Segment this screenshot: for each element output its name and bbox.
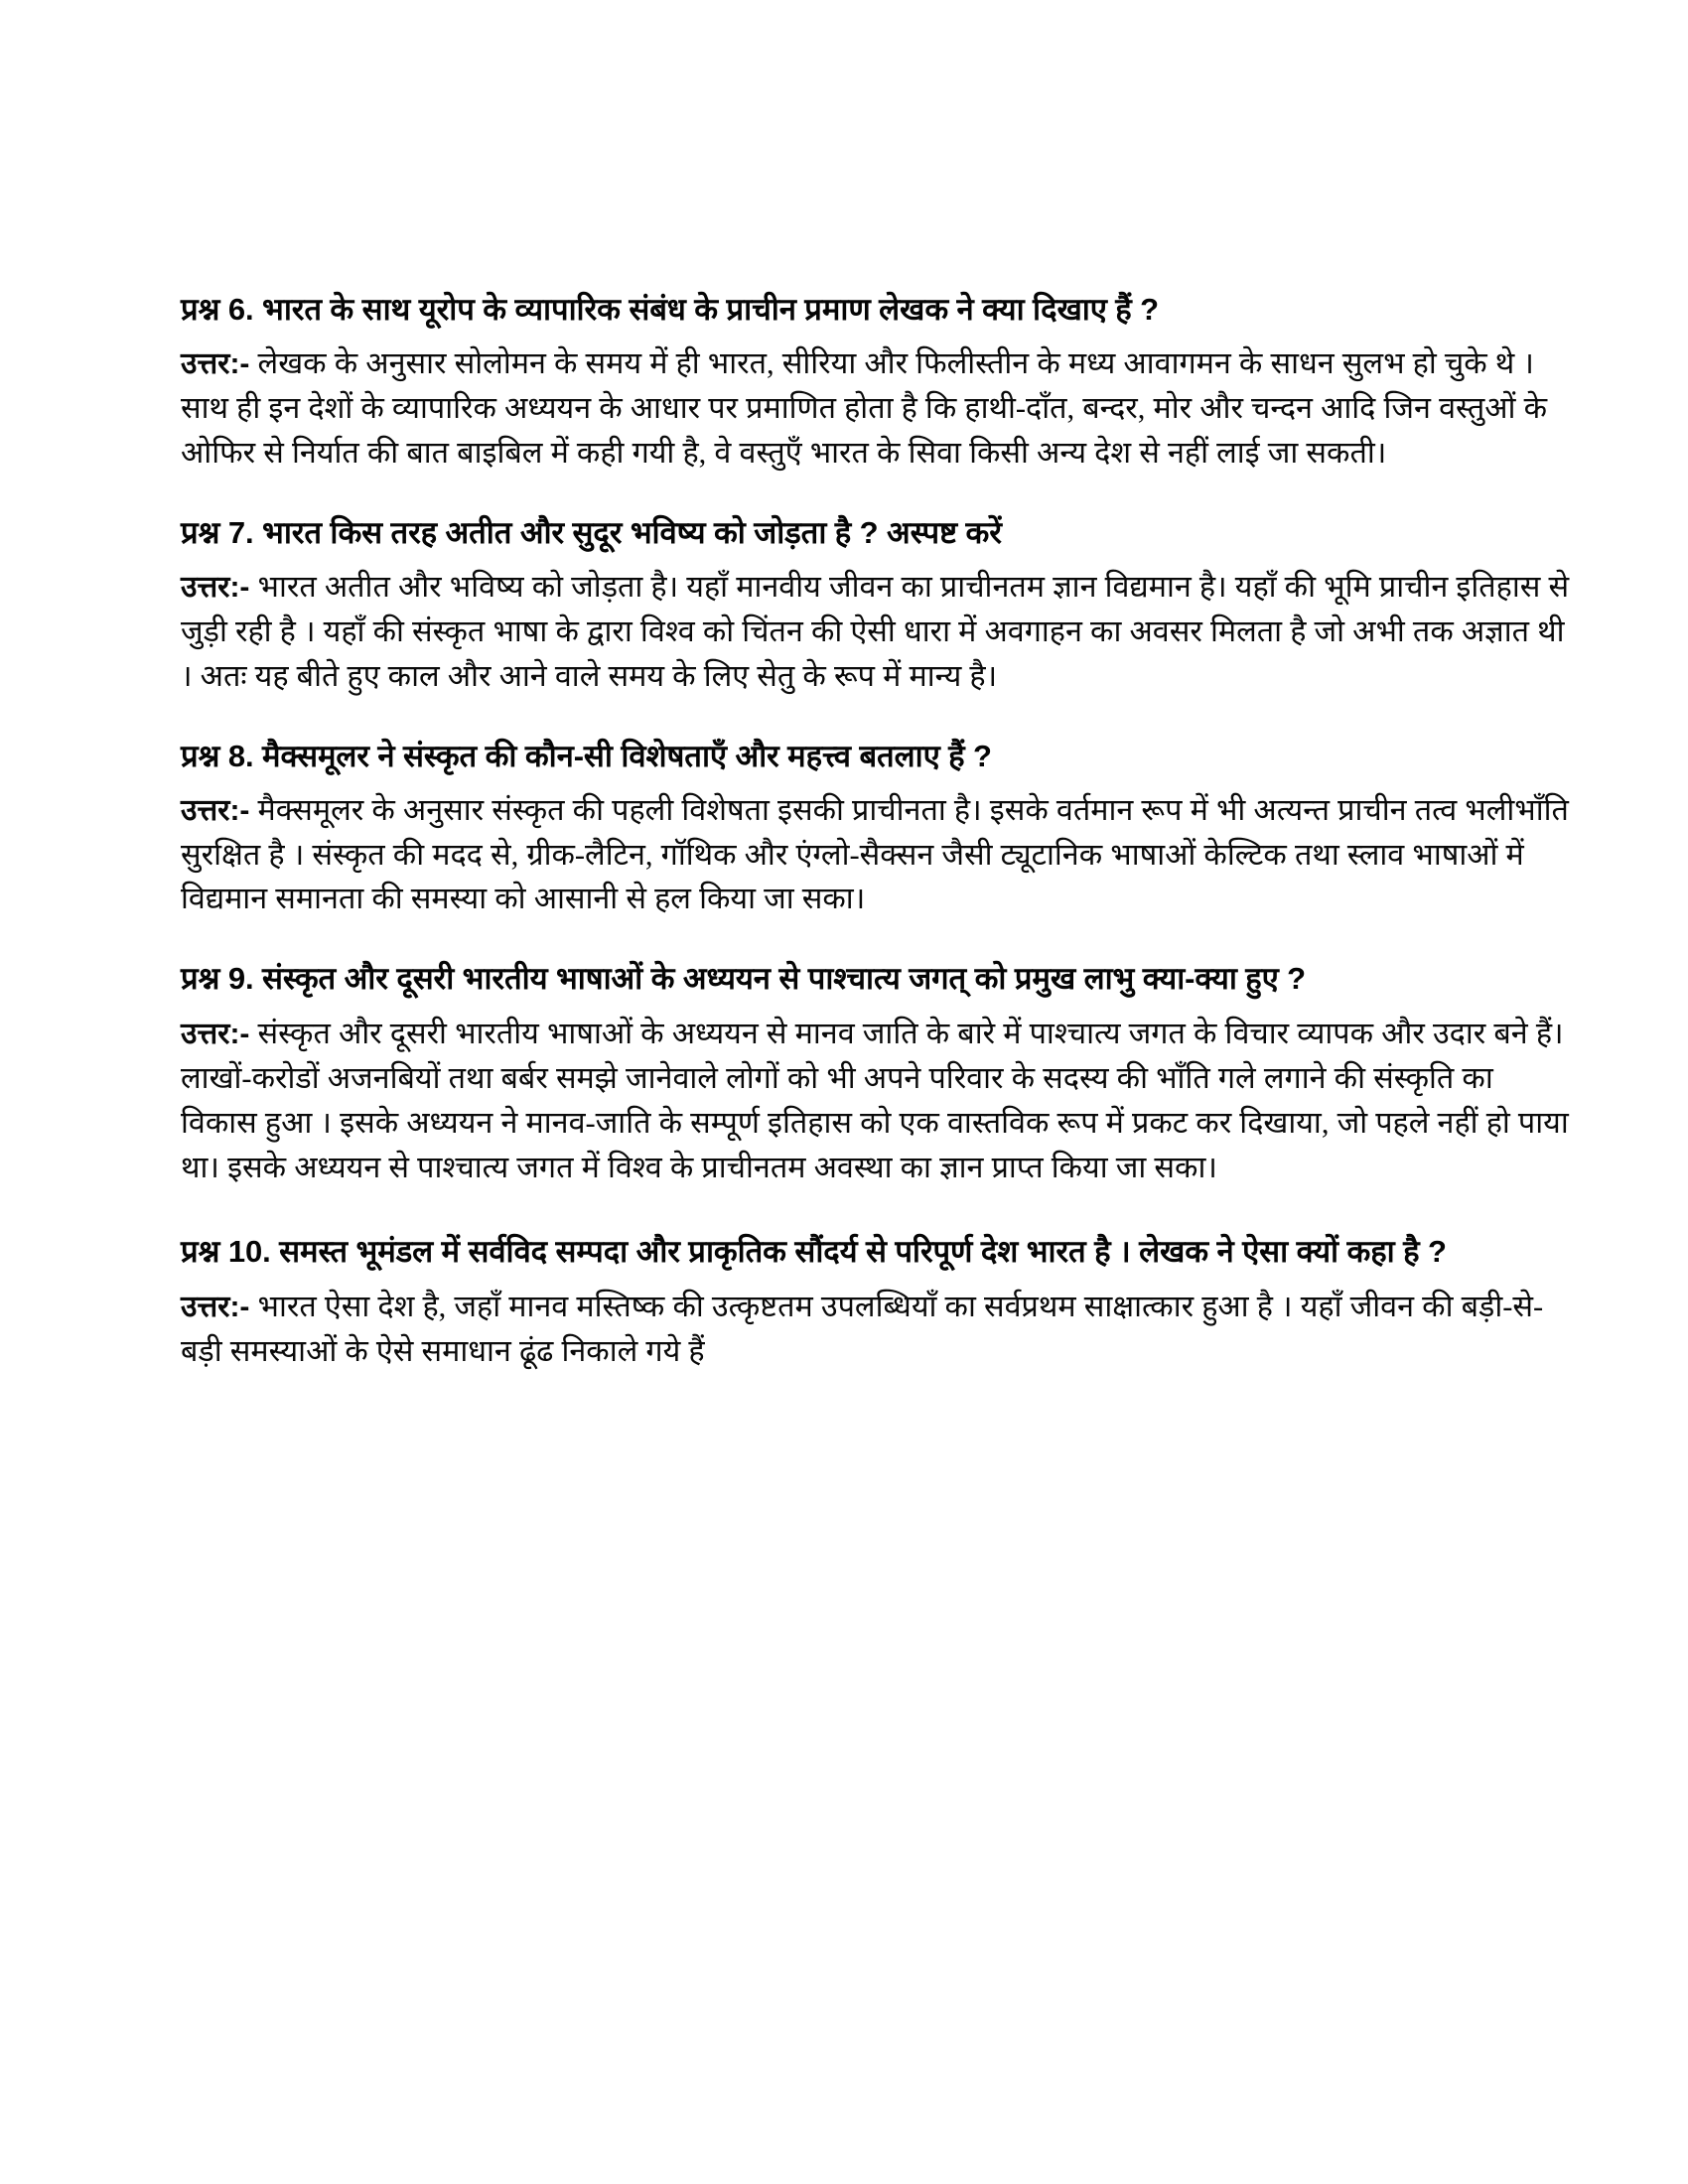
answer-label-q8: उत्तर:- <box>181 793 250 827</box>
answer-text-q10 <box>181 1285 1571 1374</box>
qa-block-q6 <box>181 288 1571 476</box>
question-heading-q8: प्रश्न 8. मैक्समूलर ने संस्कृत की कौन-सी विशेषताएँ और महत्त्व बतलाए हैं ? <box>181 738 992 773</box>
answer-text-q9 <box>181 1012 1571 1190</box>
answer-label-q6: उत्तर:- <box>181 347 250 381</box>
question-heading-q9: प्रश्न 9. संस्कृत और दूसरी भारतीय भाषाओं के अध्ययन से पाश्चात्य जगत् को प्रमुख लाभु क्या-क्या हुए ? <box>181 961 1307 997</box>
answer-text-q8 <box>181 788 1571 922</box>
document-content <box>181 288 1571 1374</box>
answer-label-q9: उत्तर:- <box>181 1018 250 1051</box>
qa-block-q7 <box>181 511 1571 699</box>
answer-body-q9: संस्कृत और दूसरी भारतीय भाषाओं के अध्ययन से मानव जाति के बारे में पाश्चात्य जगत के विचार व्यापक और उदार बने हैं। लाखों-करोडों अजनबियों तथा बर्बर समझे जानेवाले लोगों को भी अपने परिवार के सदस्य की भाँति गले लगाने की संस्कृति का विकास हुआ । इसके अध्ययन ने मानव-जाति के सम्पूर्ण इतिहास को एक वास्तविक रूप में प्रकट कर दिखाया, जो पहले नहीं हो पाया था। इसके अध्ययन से पाश्चात्य जगत में विश्व के प्राचीनतम अवस्था का ज्ञान प्राप्त किया जा सका। <box>181 1017 1569 1184</box>
qa-block-q10 <box>181 1230 1571 1374</box>
answer-text-q6 <box>181 341 1571 476</box>
qa-block-q8 <box>181 735 1571 922</box>
answer-label-q10: उत्तर:- <box>181 1290 250 1323</box>
answer-text-q7 <box>181 565 1571 699</box>
answer-label-q7: उत्तर:- <box>181 570 250 604</box>
question-heading-q10: प्रश्न 10. समस्त भूमंडल में सर्वविद सम्पदा और प्राकृतिक सौंदर्य से परिपूर्ण देश भारत है । लेखक ने ऐसा क्यों कहा है ? <box>181 1233 1447 1269</box>
answer-body-q10: भारत ऐसा देश है, जहाँ मानव मस्तिष्क की उत्कृष्टतम उपलब्धियाँ का सर्वप्रथम साक्षात्कार हुआ है । यहाँ जीवन की बड़ी-से-बड़ी समस्याओं के ऐसे समाधान ढूंढ निकाले गये हैं <box>181 1289 1544 1368</box>
answer-body-q7: भारत अतीत और भविष्य को जोड़ता है। यहाँ मानवीय जीवन का प्राचीनतम ज्ञान विद्यमान है। यहाँ की भूमि प्राचीन इतिहास से जुड़ी रही है । यहाँ की संस्कृत भाषा के द्वारा विश्व को चिंतन की ऐसी धारा में अवगाहन का अवसर मिलता है जो अभी तक अज्ञात थी । अतः यह बीते हुए काल और आने वाले समय के लिए सेतु के रूप में मान्य है। <box>181 569 1570 693</box>
qa-block-q9 <box>181 957 1571 1190</box>
answer-body-q8: मैक्समूलर के अनुसार संस्कृत की पहली विशेषता इसकी प्राचीनता है। इसके वर्तमान रूप में भी अत्यन्त प्राचीन तत्व भलीभाँति सुरक्षित है । संस्कृत की मदद से, ग्रीक-लैटिन, गॉथिक और एंग्लो-सैक्सन जैसी ट्यूटानिक भाषाओं केल्टिक तथा स्लाव भाषाओं में विद्यमान समानता की समस्या को आसानी से हल किया जा सका। <box>181 792 1569 916</box>
question-heading-q6: प्रश्न 6. भारत के साथ यूरोप के व्यापारिक संबंध के प्राचीन प्रमाण लेखक ने क्या दिखाए हैं ? <box>181 292 1160 327</box>
answer-body-q6: लेखक के अनुसार सोलोमन के समय में ही भारत, सीरिया और फिलीस्तीन के मध्य आवागमन के साधन सुलभ हो चुके थे । साथ ही इन देशों के व्यापारिक अध्ययन के आधार पर प्रमाणित होता है कि हाथी-दाँत, बन्दर, मोर और चन्दन आदि जिन वस्तुओं के ओफिर से निर्यात की बात बाइबिल में कही गयी है, वे वस्तुएँ भारत के सिवा किसी अन्य देश से नहीं लाई जा सकती। <box>181 346 1547 470</box>
question-heading-q7: प्रश्न 7. भारत किस तरह अतीत और सुदूर भविष्य को जोड़ता है ? अस्पष्ट करें <box>181 514 1002 550</box>
